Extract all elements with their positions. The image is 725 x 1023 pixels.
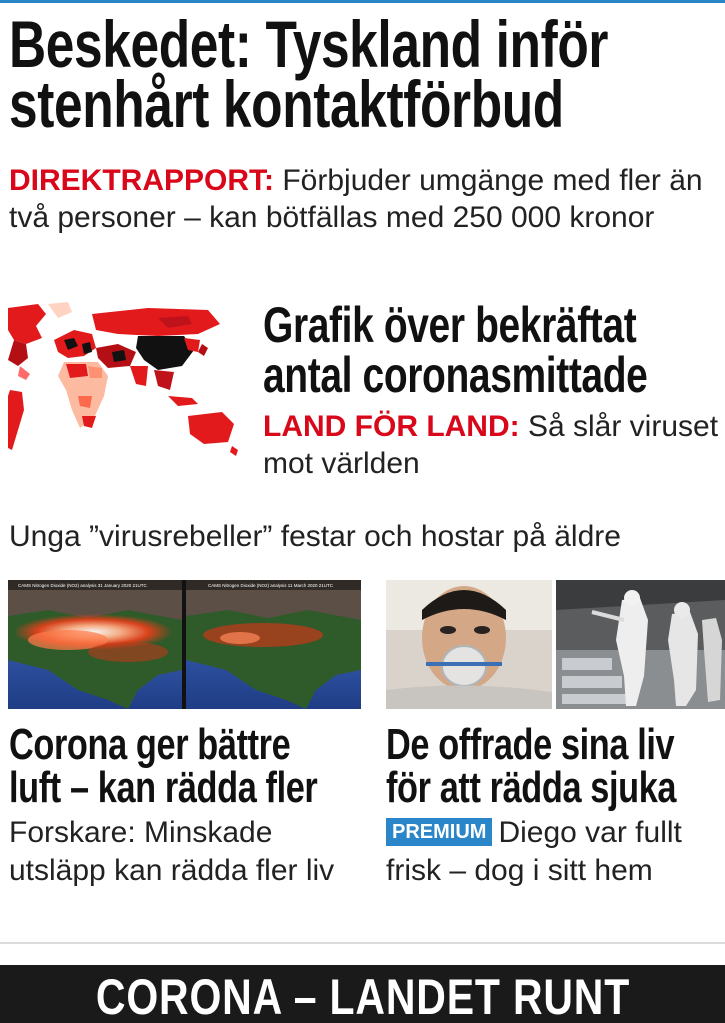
premium-badge: PREMIUM bbox=[386, 818, 492, 846]
article-5-text: Diego var fullt frisk – dog i sitt hem bbox=[386, 816, 682, 887]
article-2-kicker: LAND FÖR LAND: bbox=[263, 410, 520, 443]
article-5-headline-line1: De offrade sina liv bbox=[386, 720, 675, 769]
article-4-lead[interactable]: Forskare: Minskade utsläpp kan rädda fler liv bbox=[9, 816, 335, 887]
article-2-text: Så slår viruset mot världen bbox=[263, 410, 719, 480]
article-1-lead[interactable] bbox=[9, 162, 725, 236]
world-map-image[interactable] bbox=[8, 300, 248, 460]
article-4-headline[interactable] bbox=[9, 720, 318, 812]
article-5-headline[interactable] bbox=[386, 720, 677, 812]
article-5-lead[interactable] bbox=[386, 814, 725, 890]
article-3-teaser-link[interactable]: Unga ”virusrebeller” festar och hostar på äldre bbox=[9, 520, 621, 553]
satellite-no2-image[interactable] bbox=[8, 580, 361, 709]
top-accent-line bbox=[0, 0, 725, 3]
satellite-caption-left: CAMS Nitrogen Dioxide (NO2) analysis 31 January 2020 21UTC bbox=[18, 583, 147, 588]
satellite-caption-right: CAMS Nitrogen Dioxide (NO2) analysis 11 March 2020 21UTC bbox=[208, 583, 333, 588]
article-2-headline-line2: antal coronasmittade bbox=[263, 347, 648, 403]
article-1-kicker: DIREKTRAPPORT: bbox=[9, 164, 275, 197]
article-1-headline-line1: Beskedet: Tyskland inför bbox=[9, 7, 609, 81]
article-5-headline-line2: för att rädda sjuka bbox=[386, 763, 677, 812]
article-2-headline[interactable] bbox=[263, 297, 648, 403]
article-4-headline-line2: luft – kan rädda fler bbox=[9, 763, 318, 812]
doctor-hospital-image[interactable] bbox=[386, 580, 725, 709]
article-2-headline-line1: Grafik över bekräftat bbox=[263, 297, 637, 353]
section-banner-title: CORONA – LANDET RUNT bbox=[95, 969, 630, 1023]
article-1-headline[interactable] bbox=[9, 7, 609, 141]
article-1-text: Förbjuder umgänge med fler än två personer – kan bötfällas med 250 000 kronor bbox=[9, 164, 703, 234]
section-divider bbox=[0, 942, 725, 944]
article-2-lead[interactable] bbox=[263, 408, 723, 482]
article-1-headline-line2: stenhårt kontaktförbud bbox=[9, 67, 564, 141]
section-banner[interactable] bbox=[0, 965, 725, 1023]
article-4-headline-line1: Corona ger bättre bbox=[9, 720, 291, 769]
